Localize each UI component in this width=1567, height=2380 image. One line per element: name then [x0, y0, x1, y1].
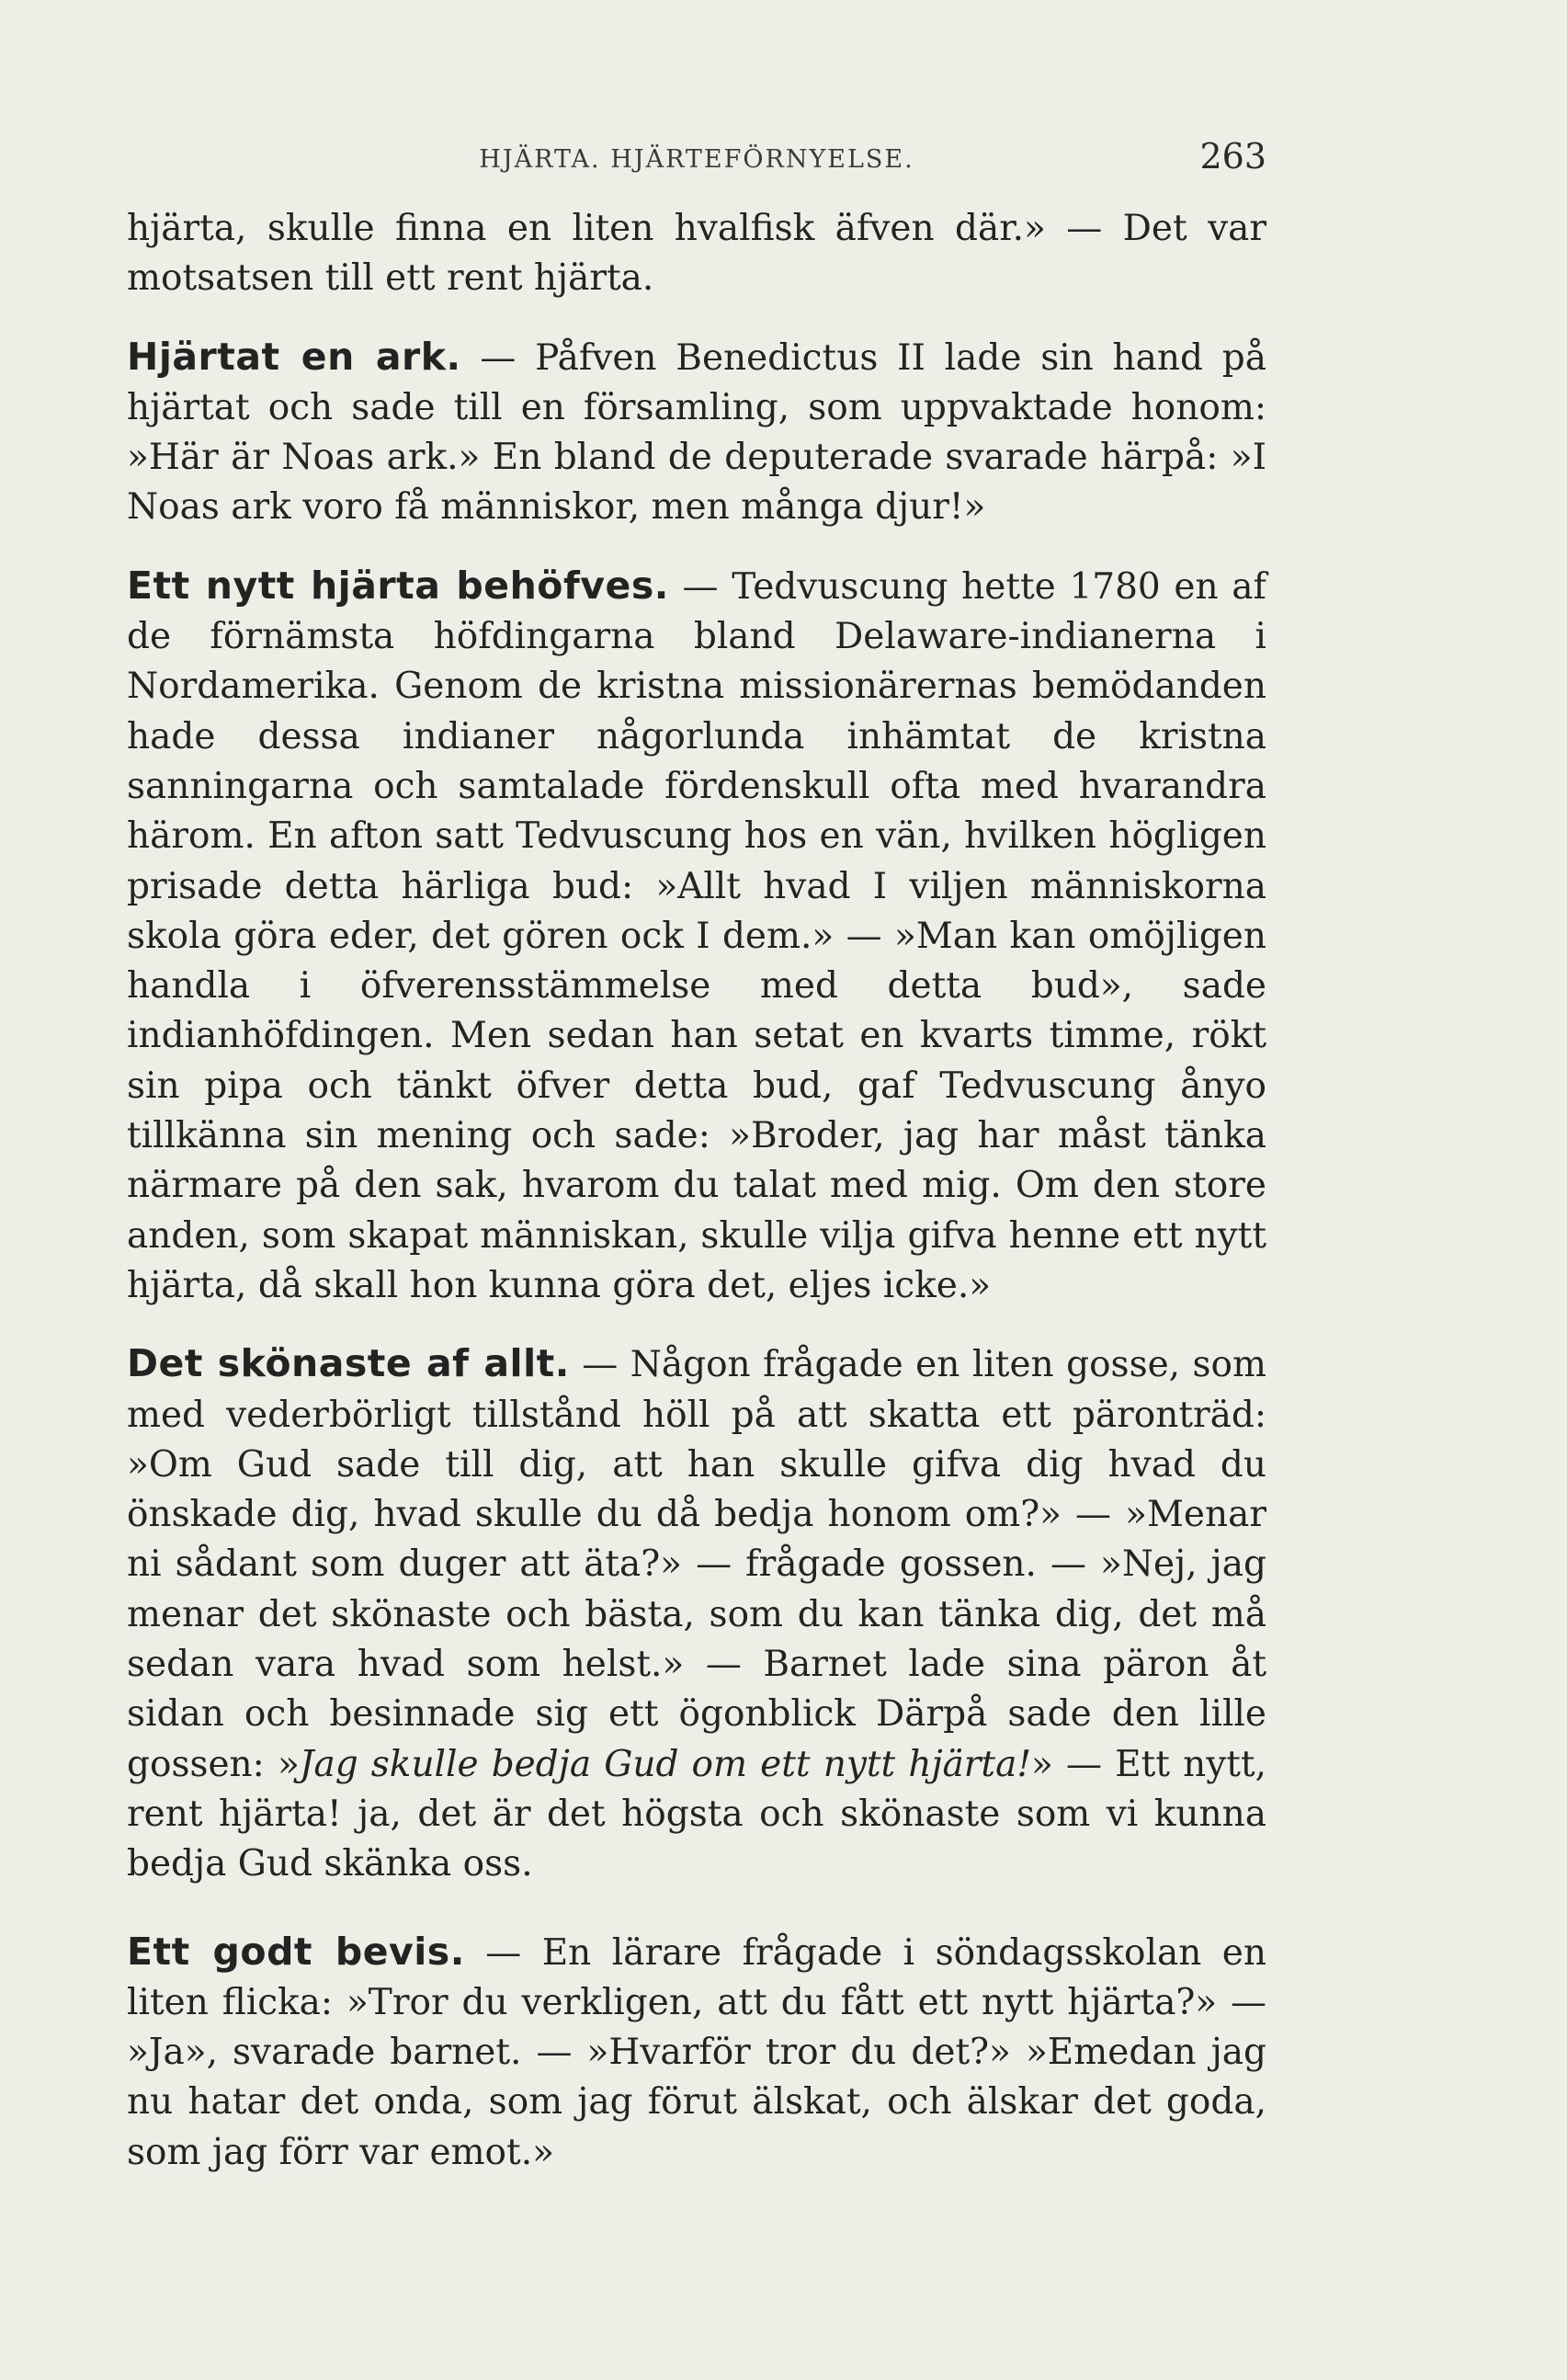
section-heading: Det skönaste af allt.	[127, 1341, 570, 1386]
paragraph-text: — En lärare frågade i söndagsskolan en liten flicka: »Tror du verkligen, att du fått ett nytt hjärta?» — »Ja», svarade barnet. — »Hvarför tror du det?» »Emedan jag nu hatar det onda, som jag förut älskat, och älskar det goda, som jag förr var emot.»	[127, 1931, 1267, 2173]
italic-quote: Jag skulle bedja Gud om ett nytt hjärta!	[299, 1743, 1032, 1785]
section-det-skonaste	[127, 1338, 1266, 1889]
paragraph-text: — Tedvuscung hette 1780 en af de förnämsta höfdingarna bland Delaware-indianerna i Nordamerika. Genom de kristna missionärernas bemödanden hade dessa indianer någorlunda inhämtat de kristna sanningarna och samtalade fördenskull ofta med hvarandra härom. En afton satt Tedvuscung hos en vän, hvilken högligen prisade detta härliga bud: »Allt hvad I viljen människorna skola göra eder, det gören ock I dem.» — »Man kan omöjligen handla i öfverensstämmelse med detta bud», sade indianhöfdingen. Men sedan han setat en kvarts timme, rökt sin pipa och tänkt öfver detta bud, gaf Tedvuscung ånyo tillkänna sin mening och sade: »Broder, jag har måst tänka närmare på den sak, hvarom du talat med mig. Om den store anden, som skapat människan, skulle vilja gifva henne ett nytt hjärta, då skall hon kunna göra det, eljes icke.»	[127, 565, 1266, 1306]
paragraph-text-after: » — Ett nytt, rent hjärta! ja, det är det högsta och skönaste som vi kunna bedja Gud skänka oss.	[127, 1743, 1266, 1885]
section-ett-godt-bevis	[127, 1927, 1266, 2178]
section-ett-nytt-hjarta	[127, 561, 1266, 1311]
paragraph-text: — Påfven Benedictus II lade sin hand på hjärtat och sade till en församling, som uppvaktade honom: »Här är Noas ark.» En bland de deputerade svarade härpå: »I Noas ark voro få människor, men många djur!»	[127, 336, 1266, 529]
paragraph-continuation	[127, 204, 1266, 304]
section-heading: Ett nytt hjärta behöfves.	[127, 563, 669, 608]
section-heading: Hjärtat en ark.	[127, 334, 461, 379]
section-hjartat-en-ark	[127, 332, 1266, 533]
paragraph-text: — Någon frågade en liten gosse, som med vederbörligt tillstånd höll på att skatta ett päronträd: »Om Gud sade till dig, att han skulle gifva dig hvad du önskade dig, hvad skulle du då bedja honom om?» — »Menar ni sådant som duger att äta?» — frågade gossen. — »Nej, jag menar det skönaste och bästa, som du kan tänka dig, det må sedan vara hvad som helst.» — Barnet lade sina päron åt sidan och besinnade sig ett ögonblick Därpå sade den lille gossen: »	[127, 1344, 1266, 1785]
page-number: 263	[1199, 136, 1266, 177]
page-header	[127, 136, 1266, 191]
section-heading: Ett godt bevis.	[127, 1929, 465, 1974]
running-title: HJÄRTA. HJÄRTEFÖRNYELSE.	[479, 145, 914, 174]
page-body	[127, 204, 1266, 2178]
paragraph-text: hjärta, skulle finna en liten hvalfisk äfven där.» — Det var motsatsen till ett rent hjärta.	[127, 208, 1266, 300]
